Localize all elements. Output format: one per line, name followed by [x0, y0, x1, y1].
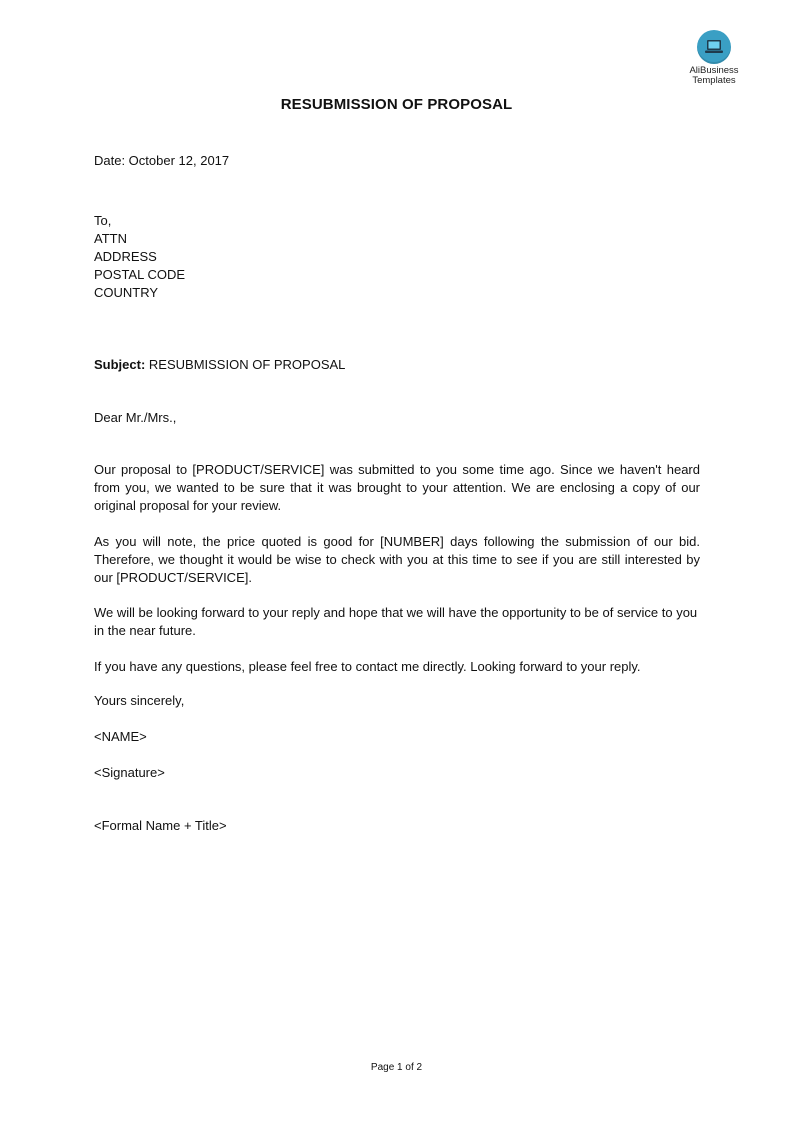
logo-text-line2: Templates	[692, 75, 736, 86]
subject-line	[94, 356, 700, 374]
body-paragraph-3: We will be looking forward to your reply and hope that we will have the opportunity to be of service to you in the near future.	[94, 605, 698, 638]
closing: Yours sincerely,	[94, 693, 185, 708]
logo-text-line1: AliBusiness	[689, 65, 739, 76]
formal-name-placeholder: <Formal Name + Title>	[94, 818, 227, 833]
signature-placeholder: <Signature>	[94, 765, 165, 780]
recipient-address	[94, 212, 700, 302]
address-line: ADDRESS	[94, 249, 157, 264]
subject-label: Subject:	[94, 357, 146, 372]
address-line: ATTN	[94, 231, 127, 246]
subject-text: RESUBMISSION OF PROPOSAL	[145, 357, 346, 372]
name-placeholder: <NAME>	[94, 729, 147, 744]
body-paragraph-1: Our proposal to [PRODUCT/SERVICE] was submitted to you some time ago. Since we haven't heard from you, we wanted to be sure that it was brought to your attention. We are enclosing a copy of our original proposal for your review.	[94, 462, 700, 513]
laptop-icon	[697, 30, 731, 64]
address-line: To,	[94, 213, 112, 228]
document-title: RESUBMISSION OF PROPOSAL	[280, 96, 513, 113]
salutation: Dear Mr./Mrs.,	[94, 410, 177, 425]
body-paragraph-2: As you will note, the price quoted is good for [NUMBER] days following the submission of our bid. Therefore, we thought it would be wise to check with you at this time to see if you are still interested by our [PRODUCT/SERVICE].	[94, 534, 700, 585]
body-paragraph-4: If you have any questions, please feel free to contact me directly. Looking forward to your reply.	[94, 659, 641, 674]
address-line: POSTAL CODE	[94, 267, 186, 282]
company-logo	[684, 30, 744, 86]
date-line: Date: October 12, 2017	[94, 153, 230, 168]
address-line: COUNTRY	[94, 285, 159, 300]
page-number: Page 1 of 2	[370, 1062, 423, 1073]
